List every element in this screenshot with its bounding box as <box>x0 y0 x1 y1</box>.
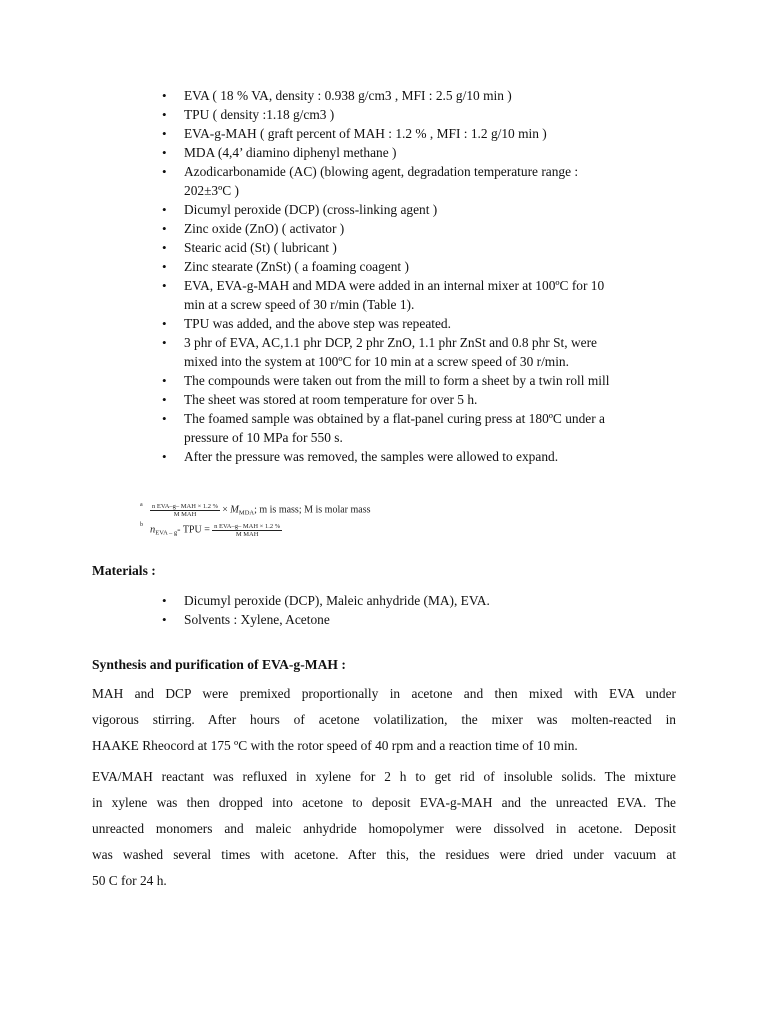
fraction-numerator: n EVA–g– MAH × 1.2 % <box>214 523 281 530</box>
bullet-icon: • <box>162 145 167 160</box>
footnote-formula <box>150 503 371 518</box>
list-item <box>162 105 684 124</box>
bullet-icon: • <box>162 164 167 179</box>
bullet-icon: • <box>162 335 167 350</box>
times-symbol: × <box>222 504 228 516</box>
procedure-bullet-list <box>162 86 684 466</box>
bullet-icon: • <box>162 126 167 141</box>
bullet-icon: • <box>162 259 167 274</box>
list-item <box>162 314 684 333</box>
list-item-text: Solvents : Xylene, Acetone <box>184 612 330 627</box>
list-item-text: TPU was added, and the above step was repeated. <box>184 316 451 331</box>
footnote-mark: a <box>140 502 143 508</box>
paragraph-line: 50 C for 24 h. <box>92 873 167 888</box>
bullet-icon: • <box>162 278 167 293</box>
list-item-text: EVA-g-MAH ( graft percent of MAH : 1.2 % , MFI : 1.2 g/10 min ) <box>184 126 547 141</box>
synthesis-paragraph-1 <box>92 681 676 759</box>
list-item <box>162 447 684 466</box>
bullet-icon: • <box>162 88 167 103</box>
formula-lhs: - TPU = <box>177 524 210 536</box>
list-item-text: The sheet was stored at room temperature for over 5 h. <box>184 392 478 407</box>
molar-mass-subscript: MDA <box>238 509 255 517</box>
list-item-text: Dicumyl peroxide (DCP) (cross-linking agent ) <box>184 202 438 217</box>
bullet-icon: • <box>162 202 167 217</box>
list-item <box>162 200 684 219</box>
formula-n-symbol: n <box>150 524 156 536</box>
materials-heading: Materials : <box>92 563 156 578</box>
formula-fraction <box>212 523 282 538</box>
list-item <box>162 390 684 409</box>
list-item-text: TPU ( density :1.18 g/cm3 ) <box>184 107 335 122</box>
list-item <box>162 591 684 610</box>
bullet-icon: • <box>162 612 167 627</box>
synthesis-heading: Synthesis and purification of EVA-g-MAH : <box>92 657 346 672</box>
paragraph-line: in xylene was then dropped into acetone to deposit EVA-g-MAH and the unreacted EVA. The <box>92 795 676 810</box>
bullet-icon: • <box>162 373 167 388</box>
list-item-text: Dicumyl peroxide (DCP), Maleic anhydride (MA), EVA. <box>184 593 490 608</box>
list-item <box>162 257 684 276</box>
paragraph-line: was washed several times with acetone. After this, the residues were dried under vacuum at <box>92 847 676 862</box>
list-item-text-cont: mixed into the system at 100ºC for 10 min at a screw speed of 30 r/min. <box>184 354 569 369</box>
list-item-text: Stearic acid (St) ( lubricant ) <box>184 240 337 255</box>
bullet-icon: • <box>162 449 167 464</box>
list-item <box>162 333 684 371</box>
list-item-text-cont: 202±3ºC ) <box>184 183 240 198</box>
list-item <box>162 371 684 390</box>
list-item-text: MDA (4,4’ diamino diphenyl methane ) <box>184 145 397 160</box>
footnote-formula <box>150 523 282 538</box>
bullet-icon: • <box>162 107 167 122</box>
synthesis-paragraph-2 <box>92 764 676 894</box>
list-item-text: Zinc oxide (ZnO) ( activator ) <box>184 221 345 236</box>
list-item-text: Azodicarbonamide (AC) (blowing agent, degradation temperature range : <box>184 164 579 179</box>
bullet-icon: • <box>162 316 167 331</box>
list-item <box>162 143 684 162</box>
list-item <box>162 86 684 105</box>
list-item-text-cont: min at a screw speed of 30 r/min (Table 1). <box>184 297 415 312</box>
footnote-mark: b <box>140 522 143 528</box>
fraction-denominator: M MAH <box>235 531 259 538</box>
paragraph-line: unreacted monomers and maleic anhydride homopolymer were dissolved in acetone. Deposit <box>92 821 676 836</box>
bullet-icon: • <box>162 593 167 608</box>
list-item <box>162 162 684 200</box>
paragraph-line: MAH and DCP were premixed proportionally in acetone and then mixed with EVA under <box>92 686 676 701</box>
list-item-text: The foamed sample was obtained by a flat-panel curing press at 180ºC under a <box>184 411 605 426</box>
list-item <box>162 219 684 238</box>
paragraph-line: vigorous stirring. After hours of acetone volatilization, the mixer was molten-reacted in <box>92 712 676 727</box>
list-item-text: EVA, EVA-g-MAH and MDA were added in an internal mixer at 100ºC for 10 <box>184 278 605 293</box>
list-item <box>162 276 684 314</box>
list-item-text: After the pressure was removed, the samples were allowed to expand. <box>184 449 559 464</box>
list-item <box>162 409 684 447</box>
formula-fraction <box>150 503 220 518</box>
formula-subscript: EVA – g <box>155 529 178 537</box>
list-item-text: Zinc stearate (ZnSt) ( a foaming coagent ) <box>184 259 409 274</box>
paragraph-line: HAAKE Rheocord at 175 ºC with the rotor speed of 40 rpm and a reaction time of 10 min. <box>92 738 578 753</box>
molar-mass-symbol: M <box>230 504 239 516</box>
list-item-text: The compounds were taken out from the mill to form a sheet by a twin roll mill <box>184 373 610 388</box>
materials-bullet-list <box>162 591 684 629</box>
fraction-denominator: M MAH <box>173 511 197 518</box>
list-item-text-cont: pressure of 10 MPa for 550 s. <box>184 430 343 445</box>
list-item <box>162 238 684 257</box>
bullet-icon: • <box>162 240 167 255</box>
bullet-icon: • <box>162 392 167 407</box>
fraction-numerator: n EVA–g– MAH × 1.2 % <box>152 503 219 510</box>
list-item-text: EVA ( 18 % VA, density : 0.938 g/cm3 , MFI : 2.5 g/10 min ) <box>184 88 512 103</box>
bullet-icon: • <box>162 411 167 426</box>
paragraph-line: EVA/MAH reactant was refluxed in xylene for 2 h to get rid of insoluble solids. The mixture <box>92 769 676 784</box>
footnote-text: ; m is mass; M is molar mass <box>254 504 371 516</box>
list-item <box>162 610 684 629</box>
list-item <box>162 124 684 143</box>
list-item-text: 3 phr of EVA, AC,1.1 phr DCP, 2 phr ZnO, 1.1 phr ZnSt and 0.8 phr St, were <box>184 335 597 350</box>
bullet-icon: • <box>162 221 167 236</box>
